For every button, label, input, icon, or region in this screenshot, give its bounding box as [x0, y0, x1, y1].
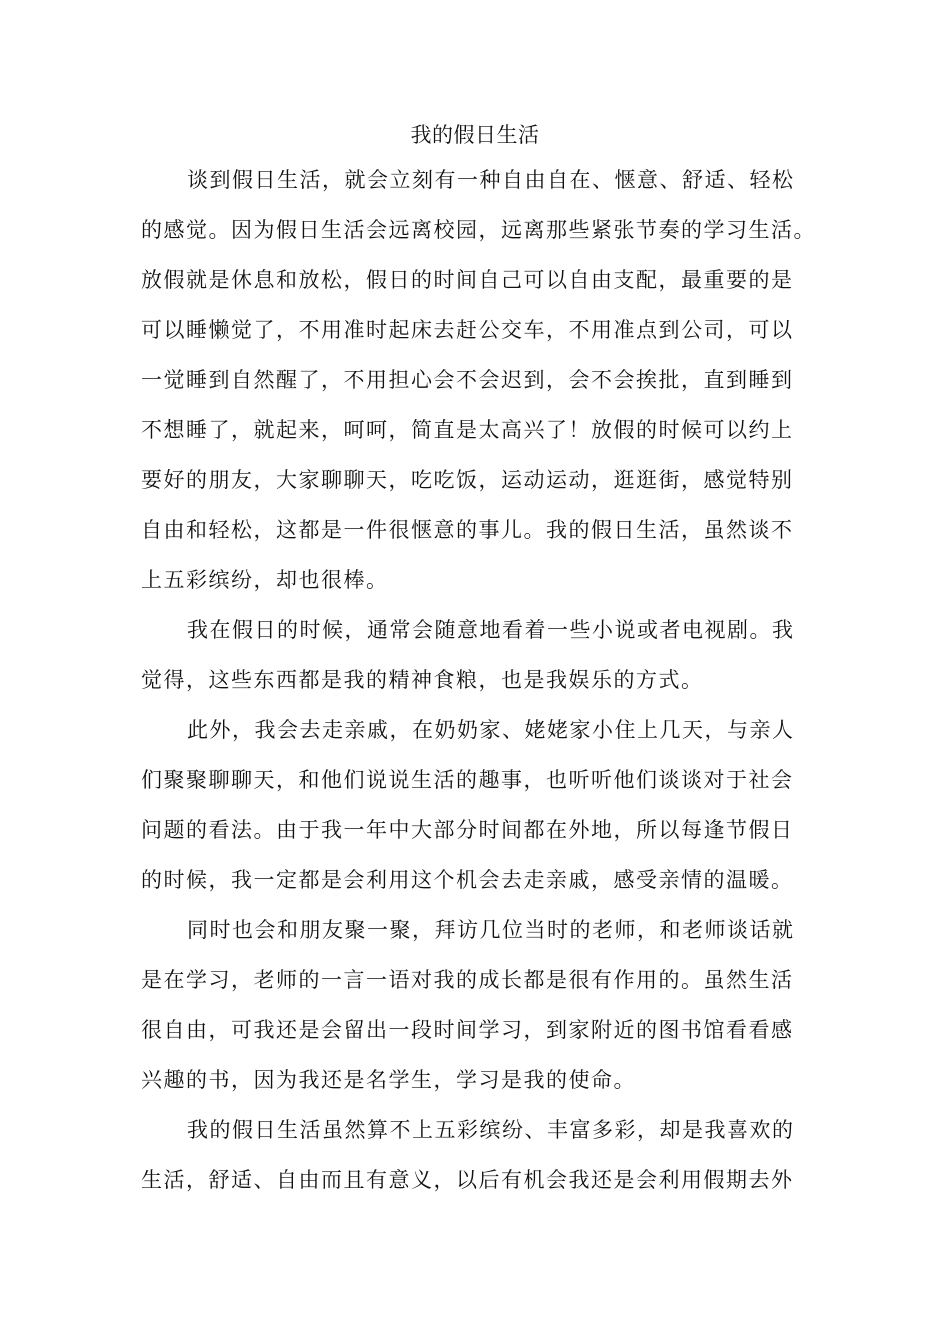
- text-line: 放假就是休息和放松，假日的时间自己可以自由支配，最重要的是: [141, 268, 794, 292]
- text-line: 的时候，我一定都是会利用这个机会去走亲戚，感受亲情的温暖。: [141, 868, 794, 892]
- text-line: 要好的朋友，大家聊聊天，吃吃饭，运动运动，逛逛街，感觉特别: [141, 468, 794, 492]
- text-line: 可以睡懒觉了，不用准时起床去赶公交车，不用准点到公司，可以: [141, 318, 794, 342]
- paragraph-2: [141, 605, 821, 705]
- document-body: [141, 155, 821, 1205]
- paragraph-1: [141, 155, 821, 605]
- text-line: 生活，舒适、自由而且有意义，以后有机会我还是会利用假期去外: [141, 1168, 794, 1192]
- text-line: 的感觉。因为假日生活会远离校园，远离那些紧张节奏的学习生活。: [141, 218, 816, 242]
- text-line: 们聚聚聊聊天，和他们说说生活的趣事，也听听他们谈谈对于社会: [141, 768, 794, 792]
- text-line: 我在假日的时候，通常会随意地看着一些小说或者电视剧。我: [187, 618, 795, 642]
- text-line: 此外，我会去走亲戚，在奶奶家、姥姥家小住上几天，与亲人: [187, 718, 795, 742]
- text-line: 觉得，这些东西都是我的精神食粮，也是我娱乐的方式。: [141, 668, 704, 692]
- text-line: 上五彩缤纷，却也很棒。: [141, 568, 389, 592]
- text-line: 不想睡了，就起来，呵呵，简直是太高兴了！放假的时候可以约上: [141, 418, 794, 442]
- text-line: 兴趣的书，因为我还是名学生，学习是我的使命。: [141, 1068, 636, 1092]
- text-line: 是在学习，老师的一言一语对我的成长都是很有作用的。虽然生活: [141, 968, 794, 992]
- document-title: 我的假日生活: [410, 123, 540, 147]
- paragraph-5: [141, 1105, 821, 1205]
- text-line: 谈到假日生活，就会立刻有一种自由自在、惬意、舒适、轻松: [187, 168, 795, 192]
- text-line: 问题的看法。由于我一年中大部分时间都在外地，所以每逢节假日: [141, 818, 794, 842]
- text-line: 很自由，可我还是会留出一段时间学习，到家附近的图书馆看看感: [141, 1018, 794, 1042]
- text-line: 我的假日生活虽然算不上五彩缤纷、丰富多彩，却是我喜欢的: [187, 1118, 795, 1142]
- text-line: 同时也会和朋友聚一聚，拜访几位当时的老师，和老师谈话就: [187, 918, 795, 942]
- text-line: 自由和轻松，这都是一件很惬意的事儿。我的假日生活，虽然谈不: [141, 518, 794, 542]
- paragraph-3: [141, 705, 821, 905]
- text-line: 一觉睡到自然醒了，不用担心会不会迟到，会不会挨批，直到睡到: [141, 368, 794, 392]
- paragraph-4: [141, 905, 821, 1105]
